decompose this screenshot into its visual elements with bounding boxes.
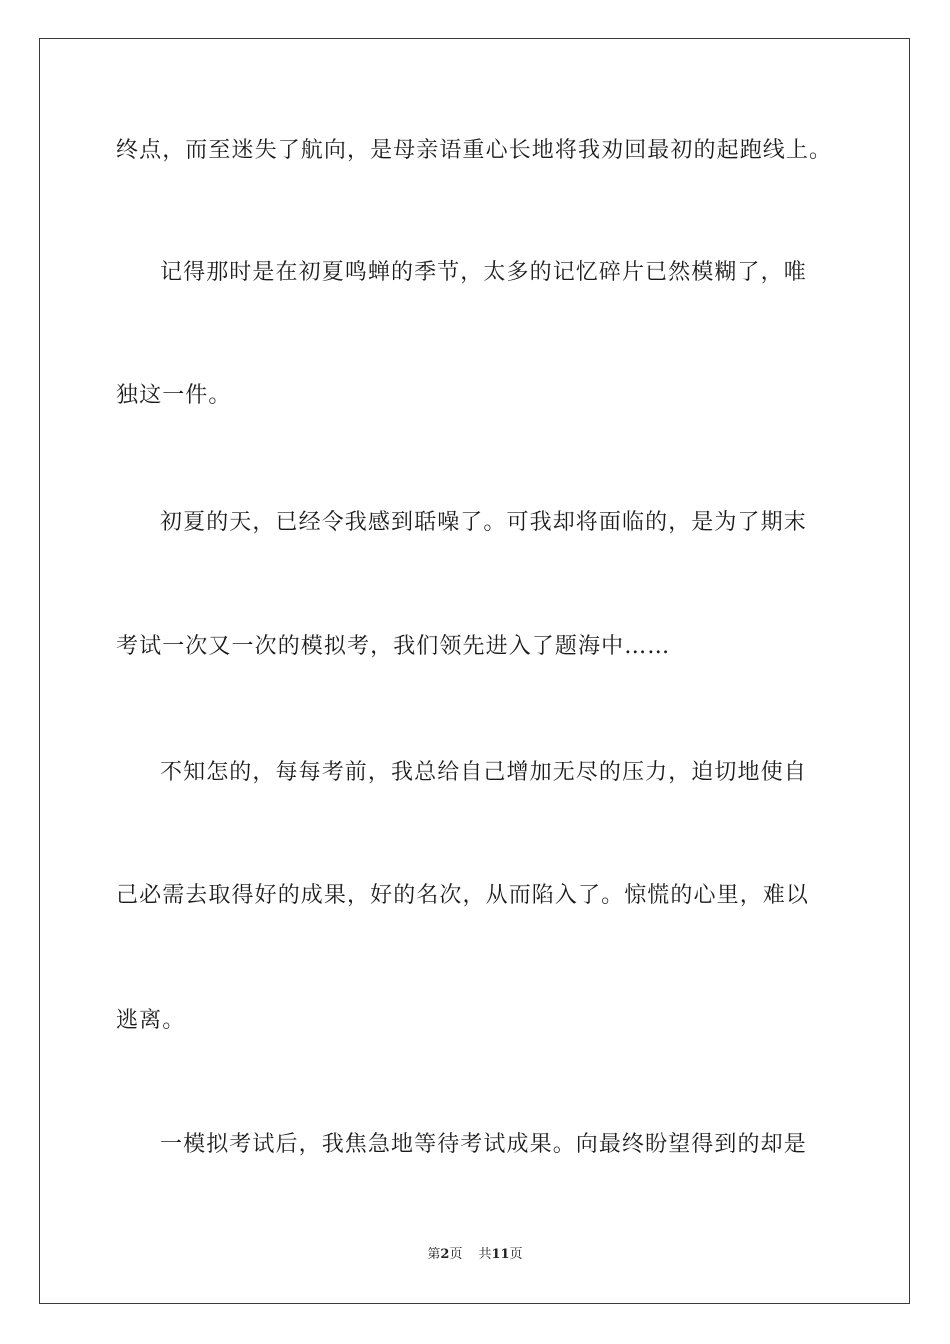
- total-suffix: 页: [509, 1247, 523, 1262]
- text-line-9: 一模拟考试后，我焦急地等待考试成果。向最终盼望得到的却是: [160, 1132, 807, 1157]
- page-footer: [0, 1246, 950, 1264]
- text-line-6: 不知怎的，每每考前，我总给自己增加无尽的压力，迫切地使自: [160, 760, 807, 785]
- text-line-3: 独这一件。: [116, 383, 232, 408]
- text-line-5: 考试一次又一次的模拟考，我们领先进入了题海中……: [116, 634, 671, 659]
- page-number: 2: [440, 1247, 450, 1262]
- text-line-8: 逃离。: [116, 1008, 186, 1033]
- page-prefix: 第: [427, 1247, 441, 1262]
- text-line-1: 终点，而至迷失了航向，是母亲语重心长地将我劝回最初的起跑线上。: [116, 138, 833, 163]
- total-pages: 11: [491, 1247, 510, 1262]
- text-line-7: 己必需去取得好的成果，好的名次，从而陷入了。惊慌的心里，难以: [116, 883, 810, 908]
- text-line-4: 初夏的天，已经令我感到聒噪了。可我却将面临的，是为了期末: [160, 510, 807, 535]
- total-prefix: 共: [478, 1247, 492, 1262]
- text-line-2: 记得那时是在初夏鸣蝉的季节，太多的记忆碎片已然模糊了，唯: [160, 260, 807, 285]
- page-border: [39, 38, 910, 1304]
- page-suffix: 页: [449, 1247, 463, 1262]
